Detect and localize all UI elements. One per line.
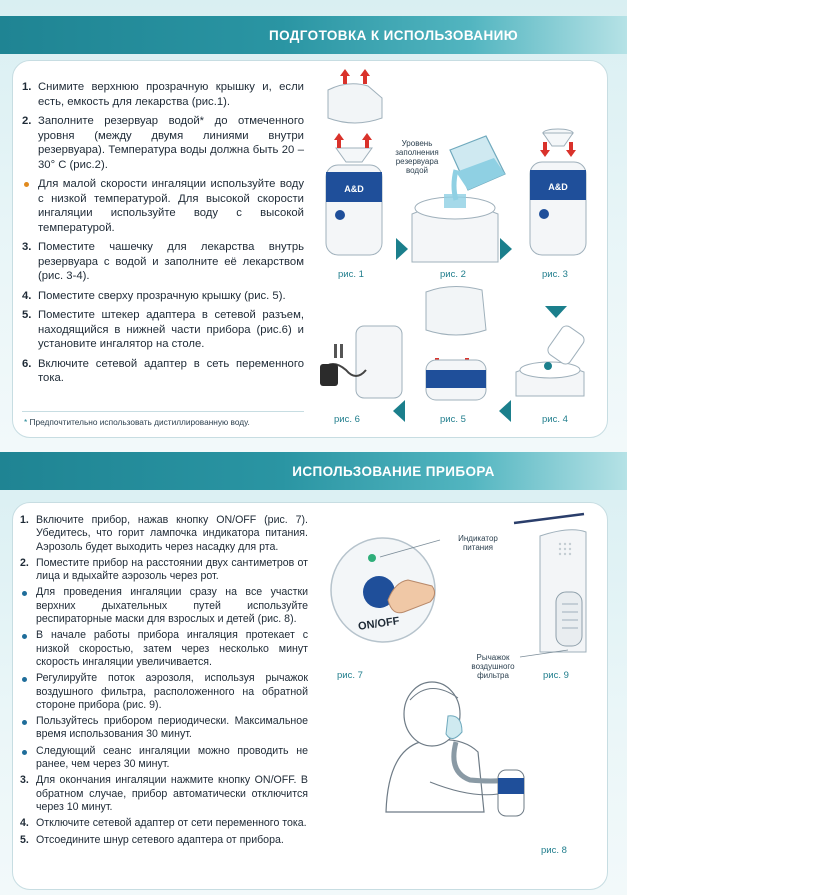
step-text: Регулируйте поток аэрозоля, используя рычажок воздушного фильтра, расположенного на обратной стороне прибора (рис. 9). [36,672,308,711]
step-text: Включите прибор, нажав кнопку ON/OFF (рис. 7). Убедитесь, что горит лампочка индикатора питания. Аэрозоль будет выходить через насадку для рта. [36,514,308,553]
step-text: Включите сетевой адаптер в сеть переменного тока. [38,357,304,384]
step-text: Пользуйтесь прибором периодически. Максимальное время использования 30 минут. [36,715,308,741]
step-text: Поместите прибор на расстоянии двух сантиметров от лица и вдыхайте аэрозоль через рот. [36,556,308,583]
step-number: 3. [20,774,29,787]
step-number: 3. [22,241,32,253]
step-number: 5. [22,309,32,321]
step-text: Для окончания ингаляции нажмите кнопку ON/OFF. В обратном случае, прибор автоматически отключится через 10 минут. [36,774,308,813]
step-number: 4. [20,817,29,830]
step-text: Отключите сетевой адаптер от сети переменного тока. [36,817,307,830]
step-number: 6. [22,357,32,370]
fig-label-8: рис. 8 [541,845,567,856]
fig1-device-illustration [326,84,382,255]
step-text: Отсоедините шнур сетевого адаптера от прибора. [36,833,284,846]
fig5-place-lid-illustration [426,286,486,400]
footnote-star: * [24,417,28,427]
section2-illustrations [0,452,819,895]
fig-label-7: рис. 7 [337,670,363,681]
step-text: Поместите чашечку для лекарства внутрь резервуара с водой и заполните её лекарством (рис. 3-4). [38,241,304,282]
fig-label-6: рис. 6 [334,414,360,425]
step-text: В начале работы прибора ингаляция протекает с низкой скоростью, затем через несколько минут скорость ингаляции увеличивается. [36,629,308,668]
section2-title: ИСПОЛЬЗОВАНИЕ ПРИБОРА [292,463,495,479]
fig-label-4: рис. 4 [542,414,568,425]
step-number: 5. [20,833,29,846]
step-text: Для малой скорости ингаляции используйте воду с низкой температурой. Для высокой скорости ингаляции используйте воду с высокой температурой. [38,178,304,234]
fig-label-5: рис. 5 [440,414,466,425]
footnote-text: Предпочтительно использовать дистиллированную воду. [29,417,250,427]
step-text: Следующий сеанс ингаляции можно проводить не ранее, чем через 30 минут. [36,744,308,771]
step-number: 2. [22,115,32,127]
fig3-medicine-cup-illustration [530,129,586,255]
plug-icon [320,364,338,386]
fig8-person-illustration [386,682,524,816]
step-number: 1. [20,514,29,526]
indicator-label: Индикатор питания [458,534,498,552]
step-text: Поместите сверху прозрачную крышку (рис. 5). [38,289,286,302]
step-number: 4. [22,289,32,302]
fig-label-3: рис. 3 [542,269,568,280]
fig-label-9: рис. 9 [543,670,569,681]
step-number: 1. [22,81,32,93]
step-text: Для проведения ингаляции сразу на все участки верхних дыхательных путей используйте респираторные маски для взрослых и детей (рис. 8). [36,586,308,626]
step-text: Заполните резервуар водой* до отмеченного уровня (между двумя линиями внутри резервуара). Температура воды должна быть 20 – 30° С (рис.2). [38,115,304,171]
fig3-logo: A&D [548,182,568,192]
section1-title: ПОДГОТОВКА К ИСПОЛЬЗОВАНИЮ [268,27,519,43]
fig9-filter-illustration [514,514,586,657]
fig-label-2: рис. 2 [440,269,466,280]
filter-lever-label: Рычажок воздушного фильтра [471,653,515,680]
step-number: 2. [20,556,29,569]
indicator-light-icon [368,554,376,562]
water-level-label: Уровень заполнения резервуара водой [395,139,439,175]
on-off-label: ON/OFF [357,615,401,633]
fig1-logo: A&D [344,184,364,194]
fig4-add-medicine-illustration [516,324,586,396]
step-text: Поместите штекер адаптера в сетевой разъем, находящийся в нижней части прибора (рис.6) и установите ингалятор на столе. [38,309,304,350]
fig-label-1: рис. 1 [338,269,364,280]
fig6-adapter-illustration [320,326,402,398]
step-text: Снимите верхнюю прозрачную крышку и, если есть, емкость для лекарства (рис.1). [38,81,304,108]
